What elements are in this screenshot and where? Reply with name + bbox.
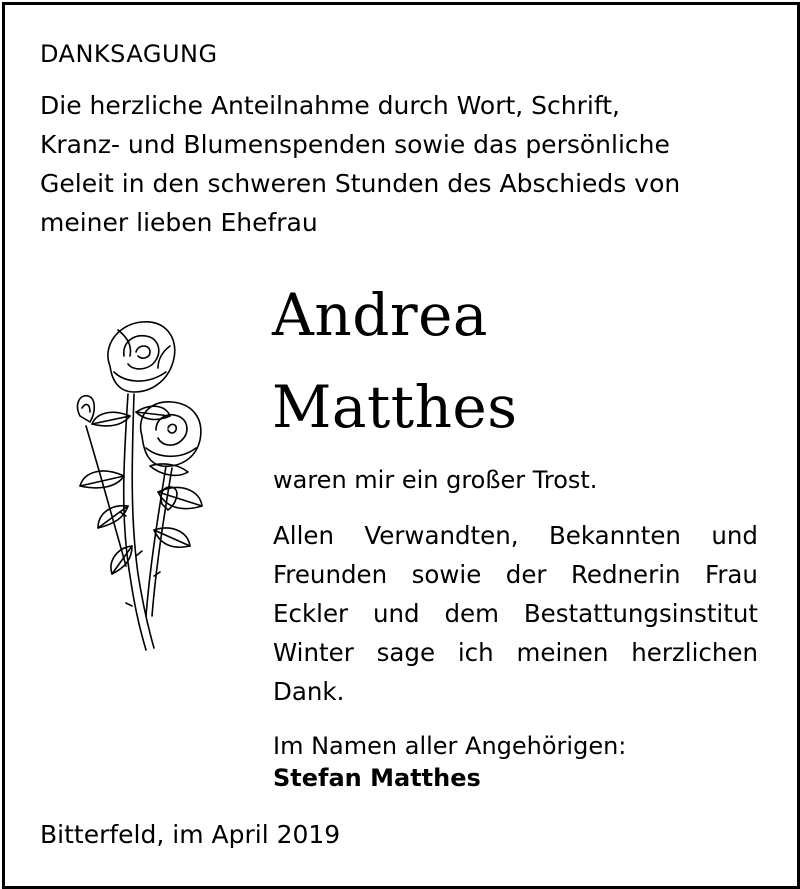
thanks-word: Freunden — [273, 560, 388, 589]
intro-line: meiner lieben Ehefrau — [40, 208, 318, 237]
thanks-line — [273, 516, 758, 555]
thanks-word: herzlichen — [631, 638, 758, 667]
thanks-word: Bestattungsinstitut — [523, 599, 758, 628]
intro-line: Kranz- und Blumenspenden sowie das persönliche — [40, 130, 670, 159]
thanks-word: ich — [457, 638, 494, 667]
thanks-word: Eckler — [273, 599, 349, 628]
thanks-word: der — [505, 560, 547, 589]
thanks-word: Allen — [273, 521, 334, 550]
consolation-text: waren mir ein großer Trost. — [273, 466, 598, 494]
thanks-line — [273, 594, 758, 633]
thanks-line: Dank. — [273, 677, 345, 706]
thanks-word: sage — [376, 638, 436, 667]
thanks-word: und — [711, 521, 758, 550]
thanks-word: Rednerin — [570, 560, 681, 589]
thanks-paragraph — [273, 516, 758, 711]
thanks-word: Frau — [705, 560, 758, 589]
thanks-word: und — [372, 599, 420, 628]
thanks-word: Bekannten — [549, 521, 681, 550]
thanks-line — [273, 555, 758, 594]
thanks-word: dem — [444, 599, 499, 628]
thanks-word: Winter — [273, 638, 354, 667]
signer-name: Stefan Matthes — [273, 764, 481, 792]
place-date: Bitterfeld, im April 2019 — [40, 820, 341, 849]
notice-heading: DANKSAGUNG — [40, 40, 218, 68]
behalf-text: Im Namen aller Angehörigen: — [273, 732, 627, 760]
thanks-word: Verwandten, — [364, 521, 519, 550]
thanks-word: sowie — [411, 560, 482, 589]
intro-line: Geleit in den schweren Stunden des Abschieds von — [40, 169, 681, 198]
deceased-first-name: Andrea — [272, 281, 488, 349]
thanks-word: meinen — [516, 638, 609, 667]
intro-line: Die herzliche Anteilnahme durch Wort, Schrift, — [40, 91, 620, 120]
thanks-line — [273, 633, 758, 672]
roses-icon — [62, 316, 222, 656]
deceased-last-name: Matthes — [272, 373, 518, 441]
intro-text — [40, 86, 760, 242]
